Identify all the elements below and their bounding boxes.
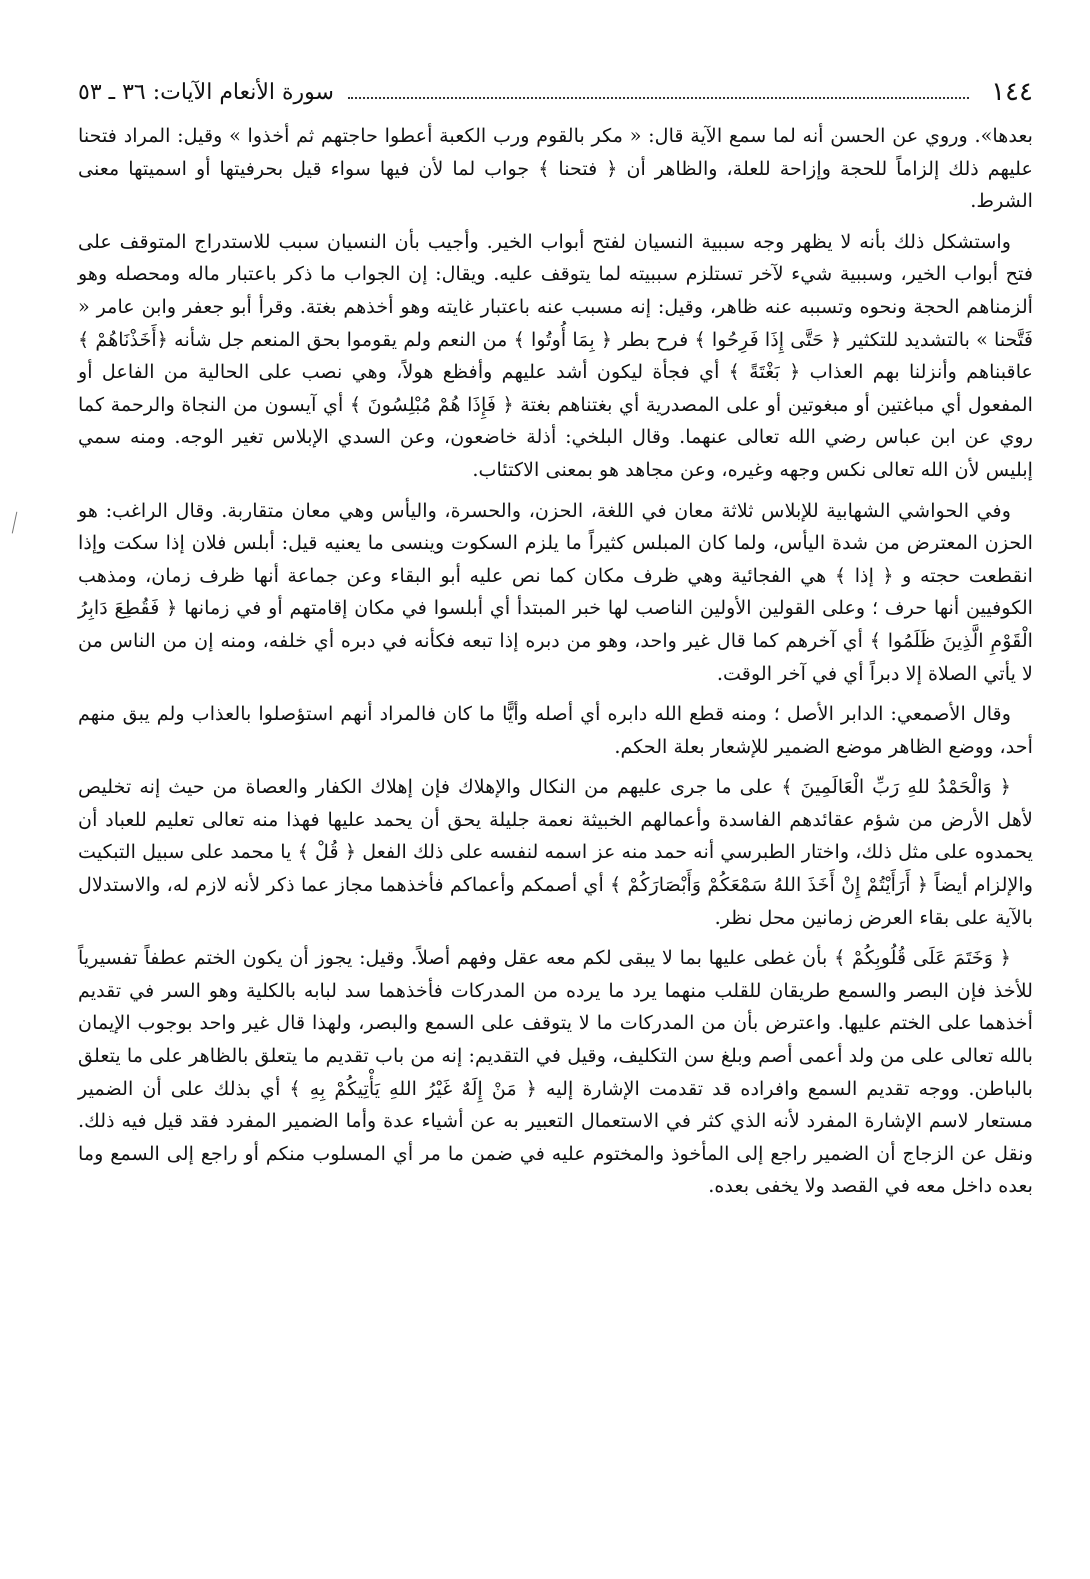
document-page [78, 70, 1033, 1550]
header-dotted-leader [348, 97, 969, 99]
running-title: سورة الأنعام الآيات: ٣٦ ـ ٥٣ [78, 79, 334, 105]
paragraph-3: وفي الحواشي الشهابية للإبلاس ثلاثة معان في اللغة، الحزن، والحسرة، واليأس وهي معان متقاربة. وقال الراغب: هو الحزن المعترض من شدة اليأس، ولما كان المبلس كثيراً ما يلزم السكوت وينسى ما يعنيه قيل: أبلس فلان إذا سكت وإذا انقطعت حجته و ﴿ إذا ﴾ هي الفجائية وهي ظرف مكان كما نص عليه أبو البقاء وعن جماعة أنها ظرف زمان، ومذهب الكوفيين أنها حرف ؛ وعلى القولين الأولين الناصب لها خبر المبتدأ أي أبلسوا في مكان إقامتهم أو في زمانها ﴿ فَقُطِعَ دَابِرُ الْقَوْمِ الَّذِينَ ظَلَمُوا ﴾ أي آخرهم كما قال غير واحد، وهو من دبره إذا تبعه فكأنه في دبره أي خلفه، ومنه إن من الناس من لا يأتي الصلاة إلا دبراً أي في آخر الوقت. [78, 498, 1033, 685]
paragraph-6: ﴿ وَخَتَمَ عَلَى قُلُوبِكُمْ ﴾ بأن غطى عليها بما لا يبقى لكم معه عقل وفهم أصلاً. وقيل: يجوز أن يكون الختم عطفاً تفسيرياً للأخذ فإن البصر والسمع طريقان للقلب منهما يرد ما يرده من المدركات فأخذهما سد لبابه بالكلية وهو السر في تقديم أخذهما على الختم عليها. واعترض بأن من المدركات ما لا يتوقف على السمع والبصر، ولهذا قال غير واحد بوجوب الإيمان بالله تعالى على من ولد أعمى أصم وبلغ سن التكليف، وقيل في التقديم: إنه من باب تقديم ما يتعلق بالظاهر على ما يتعلق بالباطن. ووجه تقديم السمع وافراده قد تقدمت الإشارة إليه ﴿ مَنْ إِلَهٌ غَيْرُ اللهِ يَأْتِيكُمْ بِهِ ﴾ أي بذلك على أن الضمير مستعار لاسم الإشارة المفرد لأنه الذي كثر في الاستعمال التعبير به عن أشياء عدة وأما الضمير المفرد فقد قيل فيه ذلك. ونقل عن الزجاج أن الضمير راجع إلى المأخوذ والمختوم عليه في ضمن ما مر أي المسلوب منكم أو راجع إلى السمع وما بعده داخل معه في القصد ولا يخفى بعده. [78, 946, 1033, 1198]
page-header [78, 70, 1033, 114]
paragraph-1: بعدها». وروي عن الحسن أنه لما سمع الآية قال: « مكر بالقوم ورب الكعبة أعطوا حاجتهم ثم أخذوا » وقيل: المراد فتحنا عليهم ذلك إلزاماً للحجة وإزاحة للعلة، والظاهر أن ﴿ فتحنا ﴾ جواب لما لأن فيها سواء قيل بحرفيتها أو اسميتها معنى الشرط. [78, 124, 1033, 213]
paragraph-5: ﴿ وَالْحَمْدُ للهِ رَبِّ الْعَالَمِينَ ﴾ على ما جرى عليهم من النكال والإهلاك فإن إهلاك الكفار والعصاة من حيث إنه تخليص لأهل الأرض من شؤم عقائدهم الفاسدة وأعمالهم الخبيثة نعمة جليلة يحق أن يحمد عليها فهذا منه تعالى تعليم للعباد أن يحمدوه على مثل ذلك، واختار الطبرسي أنه حمد منه عز اسمه لنفسه على ذلك الفعل ﴿ قُلْ ﴾ يا محمد على سبيل التبكيت والإلزام أيضاً ﴿ أَرَأَيْتُمْ إِنْ أَخَذَ اللهُ سَمْعَكُمْ وَأَبْصَارَكُمْ ﴾ أي أصمكم وأعماكم فأخذهما مجاز عما ذكر لأنه لازم له، والاستدلال بالآية على بقاء العرض زمانين محل نظر. [78, 775, 1033, 929]
margin-stroke-mark [12, 512, 21, 535]
paragraph-4: وقال الأصمعي: الدابر الأصل ؛ ومنه قطع الله دابره أي أصله وأيًّا ما كان فالمراد أنهم استؤصلوا بالعذاب ولم يبق منهم أحد، ووضع الظاهر موضع الضمير للإشعار بعلة الحكم. [78, 702, 1033, 758]
body-text [78, 120, 1033, 1203]
page-number: ١٤٤ [991, 77, 1033, 107]
paragraph-2: واستشكل ذلك بأنه لا يظهر وجه سببية النسيان لفتح أبواب الخير. وأجيب بأن النسيان سبب للاستدراج المتوقف على فتح أبواب الخير، وسببية شيء لآخر تستلزم سببيته لما يتوقف عليه. ويقال: إن الجواب ما ذكر باعتبار ماله ومحصله وهو ألزمناهم الحجة ونحوه وتسببه عنه ظاهر، وقيل: إنه مسبب عنه باعتبار غايته وهو أخذهم بغتة. وقرأ أبو جعفر وابن عامر « فَتَّحنا » بالتشديد للتكثير ﴿ حَتَّى إِذَا فَرِحُوا ﴾ فرح بطر ﴿ بِمَا أُوتُوا ﴾ من النعم ولم يقوموا بحق المنعم جل شأنه ﴿أَخَذْنَاهُمْ ﴾ عاقبناهم وأنزلنا بهم العذاب ﴿ بَغْتَةً ﴾ أي فجأة ليكون أشد عليهم وأفظع هولاً، وهي نصب على الحالية من الفاعل أو المفعول أي مباغتين أو مبغوتين أو على المصدرية أي بغتناهم بغتة ﴿ فَإِذَا هُمْ مُبْلِسُونَ ﴾ أي آيسون من النجاة والرحمة كما روي عن ابن عباس رضي الله تعالى عنهما. وقال البلخي: أذلة خاضعون، وعن السدي الإبلاس تغير الوجه. ومنه سمي إبليس لأن الله تعالى نكس وجهه وغيره، وعن مجاهد هو بمعنى الاكتئاب. [78, 229, 1033, 481]
